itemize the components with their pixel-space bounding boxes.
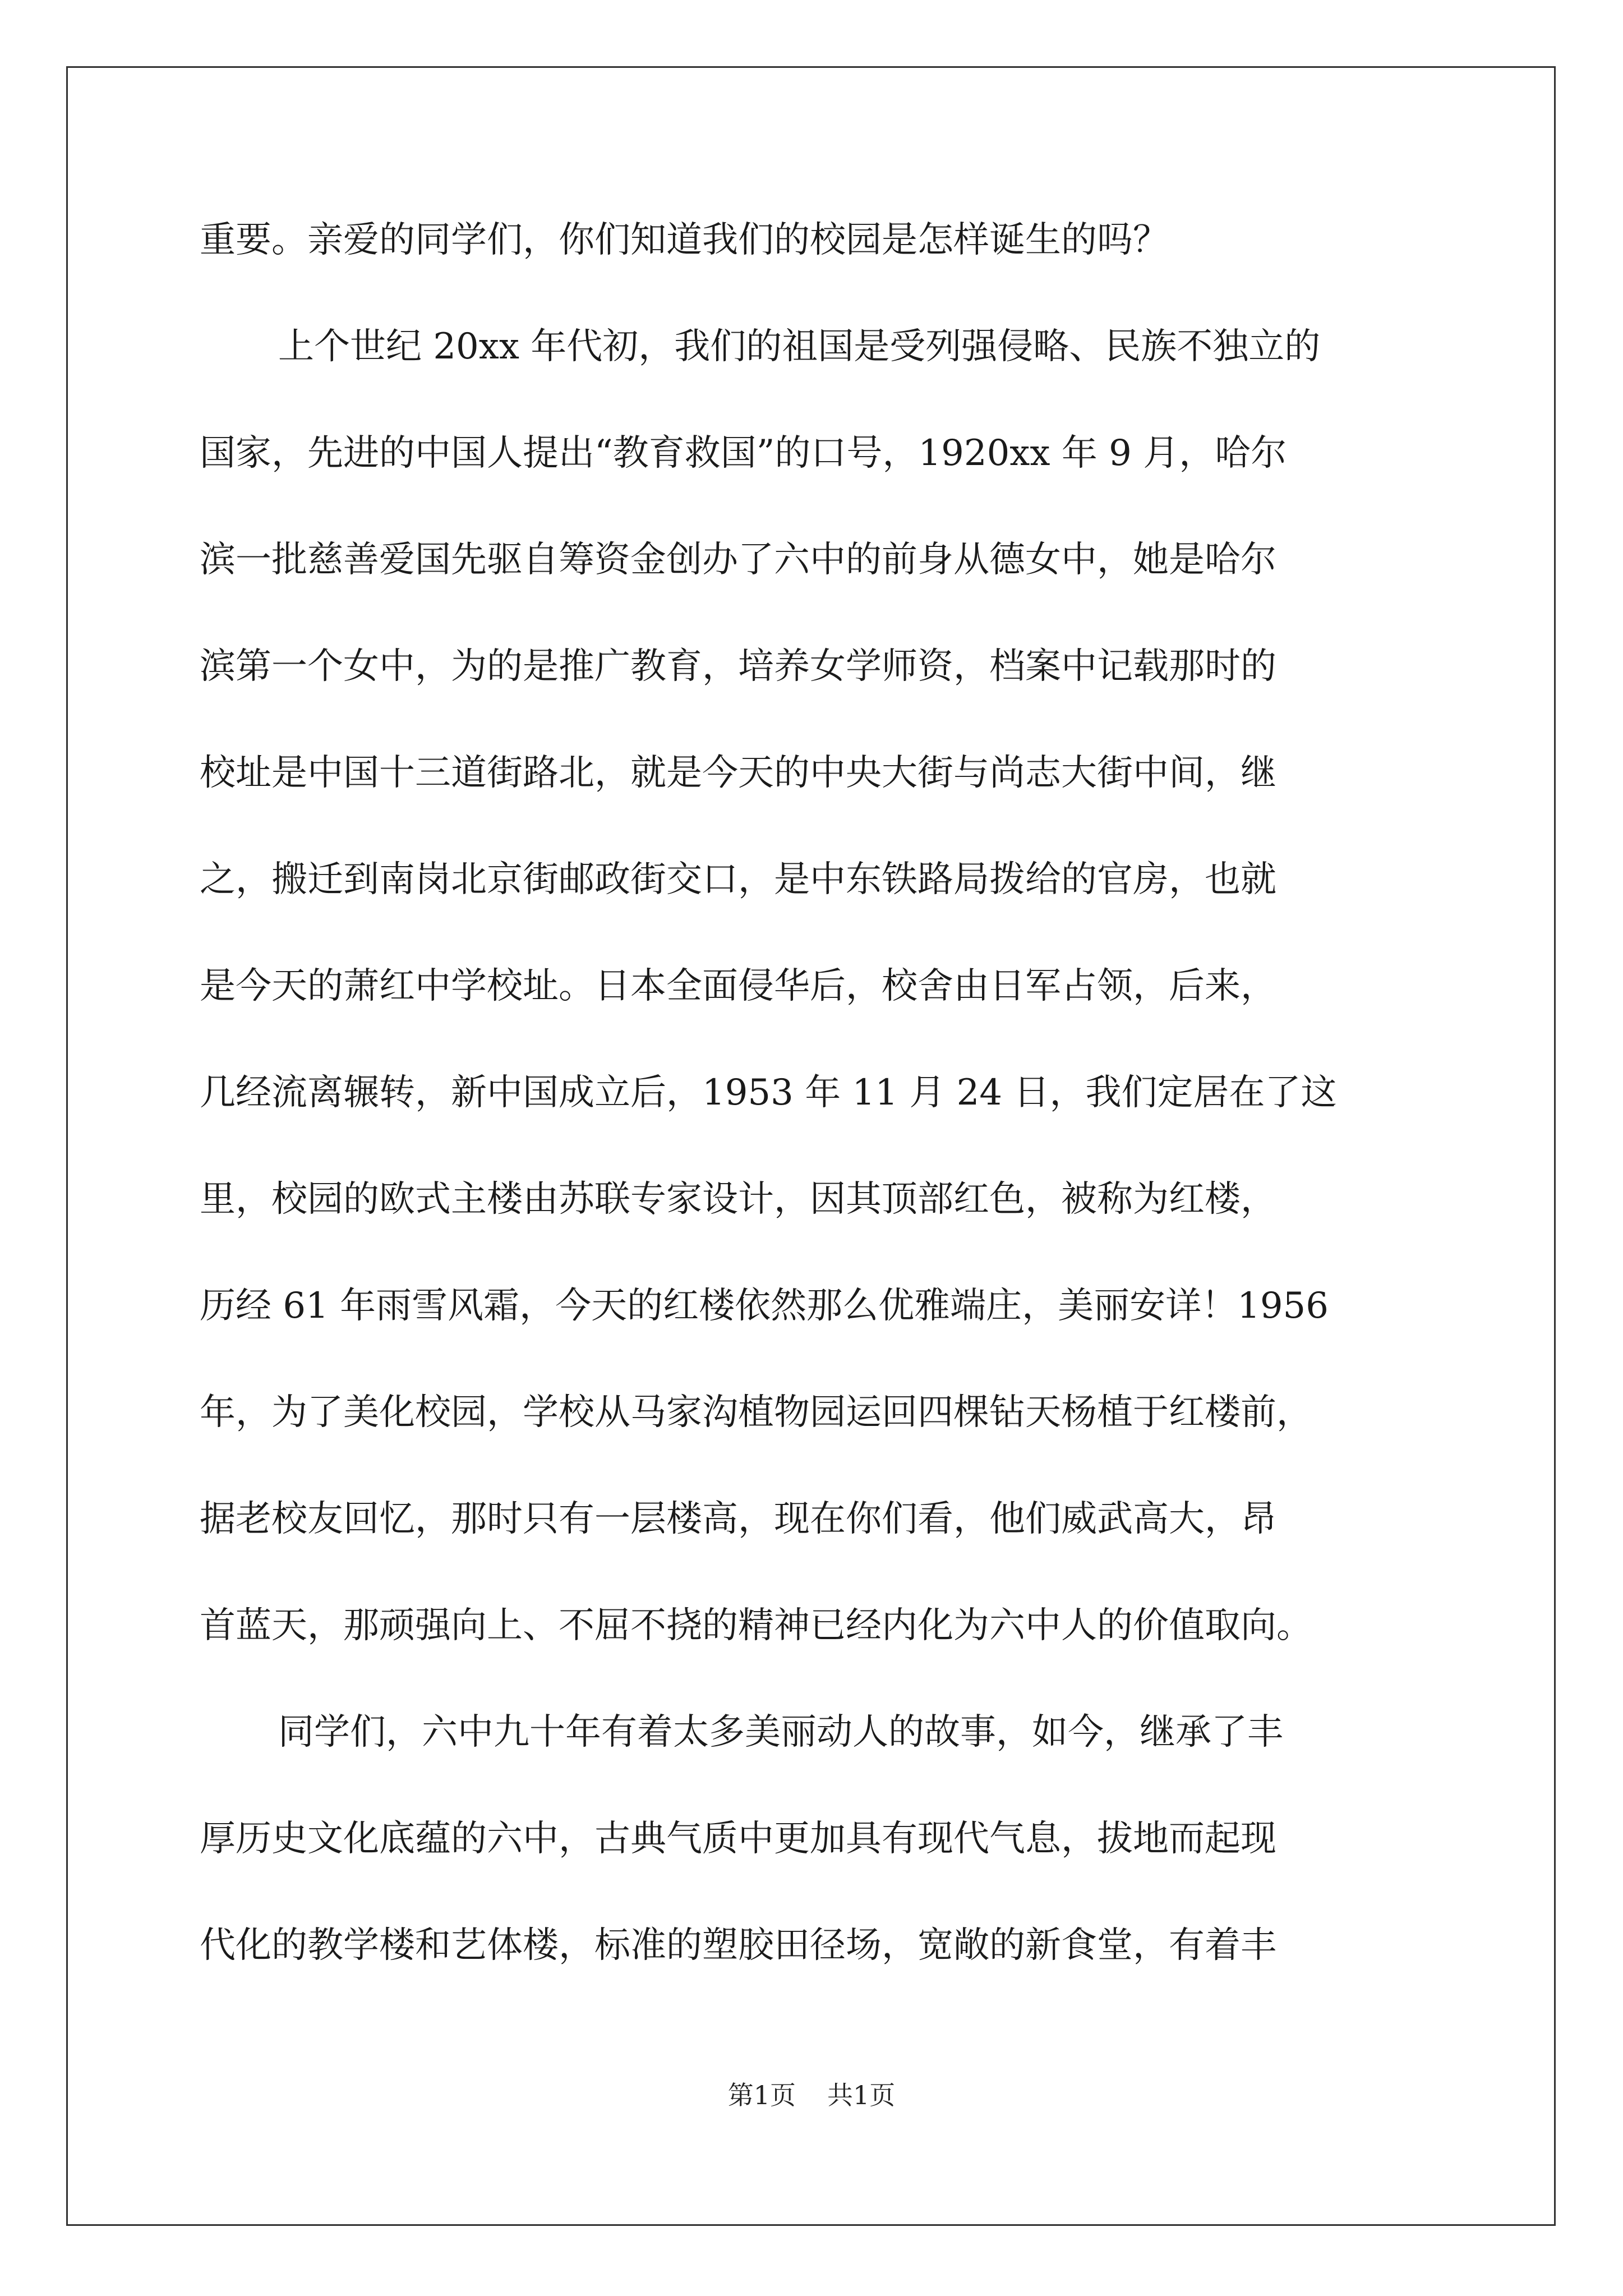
text-line-8: 是今天的萧红中学校址。日本全面侵华后，校舍由日军占领，后来， [200, 965, 1276, 1007]
text-line-2: 上个世纪 20xx 年代初，我们的祖国是受列强侵略、民族不独立的 [278, 326, 1321, 367]
text-line-12: 年，为了美化校园，学校从马家沟植物园运回四棵钻天杨植于红楼前， [200, 1392, 1312, 1433]
text-line-4: 滨一批慈善爱国先驱自筹资金创办了六中的前身从德女中，她是哈尔 [200, 539, 1276, 581]
text-line-9: 几经流离辗转，新中国成立后，1953 年 11 月 24 日，我们定居在了这 [200, 1072, 1337, 1114]
text-line-1: 重要。亲爱的同学们，你们知道我们的校园是怎样诞生的吗？ [200, 219, 1169, 261]
text-line-3: 国家，先进的中国人提出“教育救国”的口号，1920xx 年 9 月，哈尔 [200, 432, 1287, 474]
text-line-17: 代化的教学楼和艺体楼，标准的塑胶田径场，宽敞的新食堂，有着丰 [200, 1925, 1276, 1966]
page-number: 第1页 [727, 2080, 796, 2110]
text-line-11: 历经 61 年雨雪风霜，今天的红楼依然那么优雅端庄，美丽安详！1956 [200, 1285, 1329, 1327]
text-line-7: 之，搬迁到南岗北京街邮政街交口，是中东铁路局拨给的官房，也就 [200, 859, 1276, 900]
text-line-16: 厚历史文化底蕴的六中，古典气质中更加具有现代气息，拔地而起现 [200, 1818, 1276, 1860]
text-line-14: 首蓝天，那顽强向上、不屈不挠的精神已经内化为六中人的价值取向。 [200, 1605, 1312, 1646]
text-line-5: 滨第一个女中，为的是推广教育，培养女学师资，档案中记载那时的 [200, 646, 1276, 687]
text-line-6: 校址是中国十三道街路北，就是今天的中央大街与尚志大街中间，继 [200, 752, 1276, 794]
document-body [200, 213, 1433, 2025]
text-line-10: 里，校园的欧式主楼由苏联专家设计，因其顶部红色，被称为红楼， [200, 1179, 1276, 1220]
page-footer [0, 2078, 1623, 2112]
text-line-13: 据老校友回忆，那时只有一层楼高，现在你们看，他们威武高大，昂 [200, 1498, 1276, 1540]
text-line-15: 同学们，六中九十年有着太多美丽动人的故事，如今，继承了丰 [278, 1711, 1283, 1753]
page-total: 共1页 [827, 2080, 896, 2110]
